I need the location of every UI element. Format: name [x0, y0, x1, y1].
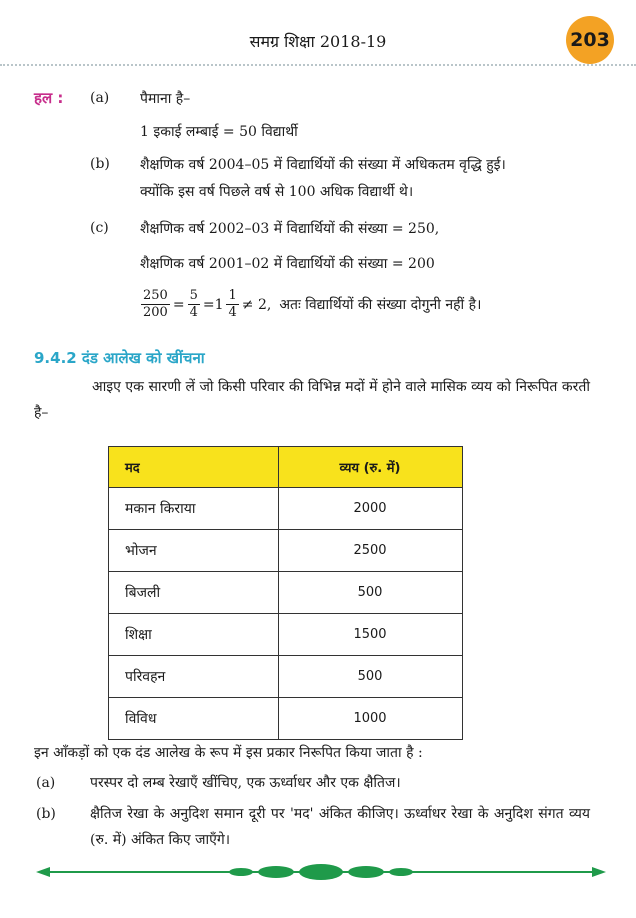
table-cell-value: 1000	[279, 698, 463, 740]
solution-b-mark: (b)	[90, 156, 110, 172]
fraction-5-4	[188, 288, 200, 321]
table-row	[109, 614, 463, 656]
table-header-item: मद	[109, 447, 279, 488]
solution-c-mark: (c)	[90, 220, 109, 236]
section-intro: आइए एक सारणी लें जो किसी परिवार की विभिन्न मदों में होने वाले मासिक व्यय को निरूपित करती है–	[34, 379, 590, 421]
table-row	[109, 656, 463, 698]
fraction-numerator: 250	[143, 288, 168, 303]
fraction-denominator: 4	[228, 305, 237, 320]
solution-a-line1: पैमाना है–	[140, 91, 191, 107]
table-cell-item: बिजली	[109, 572, 279, 614]
fraction-denominator: 4	[189, 305, 198, 320]
bottom-ornament	[36, 860, 606, 884]
table-cell-item: शिक्षा	[109, 614, 279, 656]
fraction-numerator: 5	[189, 288, 198, 303]
step-a-text: परस्पर दो लम्ब रेखाएँ खींचिए, एक ऊर्ध्वाधर और एक क्षैतिज।	[90, 775, 401, 791]
page-number-badge: 203	[566, 16, 614, 64]
table-cell-value: 1500	[279, 614, 463, 656]
header-divider	[0, 64, 636, 66]
solution-a-mark: (a)	[90, 90, 110, 106]
table-header-row	[109, 447, 463, 488]
table-row	[109, 488, 463, 530]
table-row	[109, 530, 463, 572]
equals-sign: =	[172, 296, 185, 313]
after-intro: इन आँकड़ों को एक दंड आलेख के रूप में इस प्रकार निरूपित किया जाता है :	[34, 745, 423, 761]
solution-c-line2: शैक्षणिक वर्ष 2001–02 में विद्यार्थियों की संख्या = 200	[140, 256, 435, 272]
fraction-equation	[140, 288, 481, 321]
fraction-numerator: 1	[228, 288, 237, 303]
equals-one: =1	[202, 296, 224, 313]
table-cell-value: 500	[279, 656, 463, 698]
table-cell-item: भोजन	[109, 530, 279, 572]
not-equal-sign: ≠ 2,	[241, 296, 272, 313]
table-cell-value: 500	[279, 572, 463, 614]
solution-c-line1: शैक्षणिक वर्ष 2002–03 में विद्यार्थियों की संख्या = 250,	[140, 221, 440, 237]
page-header-title: समग्र शिक्षा 2018-19	[249, 32, 387, 51]
table-cell-item: विविध	[109, 698, 279, 740]
step-b-text: क्षैतिज रेखा के अनुदिश समान दूरी पर 'मद' अंकित कीजिए। ऊर्ध्वाधर रेखा के अनुदिश संगत व्यय (रु. में) अंकित किए जाएँगे।	[90, 806, 590, 848]
table-row	[109, 572, 463, 614]
table-cell-item: परिवहन	[109, 656, 279, 698]
table-row	[109, 698, 463, 740]
section-heading: 9.4.2 दंड आलेख को खींचना	[34, 349, 205, 367]
step-b-mark: (b)	[36, 806, 56, 822]
fraction-250-200	[141, 288, 170, 321]
solution-b-line1: शैक्षणिक वर्ष 2004–05 में विद्यार्थियों की संख्या में अधिकतम वृद्धि हुई।	[140, 157, 506, 173]
fraction-1-4	[226, 288, 238, 321]
table-cell-item: मकान किराया	[109, 488, 279, 530]
table-cell-value: 2500	[279, 530, 463, 572]
table-cell-value: 2000	[279, 488, 463, 530]
fraction-denominator: 200	[143, 305, 168, 320]
solution-label: हल :	[34, 89, 64, 107]
step-a-mark: (a)	[36, 775, 56, 791]
solution-a-line2: 1 इकाई लम्बाई = 50 विद्यार्थी	[140, 124, 298, 140]
expense-table	[108, 446, 463, 740]
solution-b-line2: क्योंकि इस वर्ष पिछले वर्ष से 100 अधिक विद्यार्थी थे।	[140, 184, 414, 200]
table-header-expense: व्यय (रु. में)	[279, 447, 463, 488]
conclusion-text: अतः विद्यार्थियों की संख्या दोगुनी नहीं है।	[279, 297, 482, 313]
